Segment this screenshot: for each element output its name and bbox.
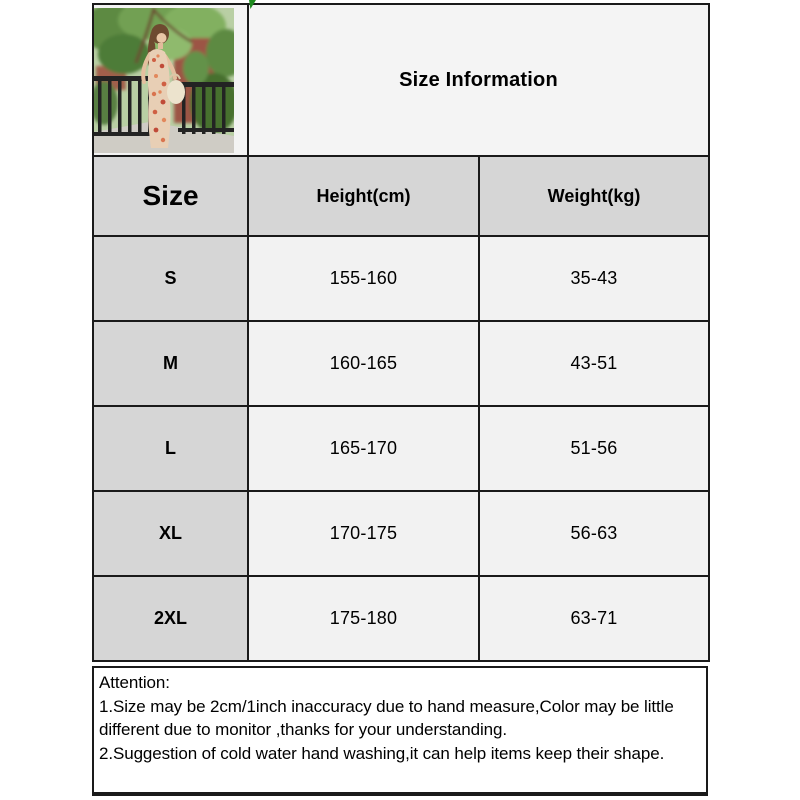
weight-value: 35-43 — [479, 236, 709, 321]
weight-value: 43-51 — [479, 321, 709, 406]
height-value: 175-180 — [248, 576, 479, 661]
attention-note-line: different due to monitor ,thanks for your understanding. — [99, 720, 508, 739]
product-photo — [94, 8, 234, 153]
product-photo-cell — [93, 4, 248, 156]
column-header-weight: Weight(kg) — [479, 156, 709, 236]
height-value: 155-160 — [248, 236, 479, 321]
column-header-height: Height(cm) — [248, 156, 479, 236]
table-row-s — [93, 236, 709, 321]
attention-title: Attention: — [99, 673, 170, 692]
table-row-l — [93, 406, 709, 491]
size-information-table — [92, 3, 710, 662]
weight-value: 56-63 — [479, 491, 709, 576]
attention-box — [92, 666, 708, 796]
table-row-m — [93, 321, 709, 406]
section-title-cell — [248, 4, 709, 156]
weight-value: 51-56 — [479, 406, 709, 491]
page-title: Size Information — [399, 68, 558, 91]
table-header-row — [93, 156, 709, 236]
attention-note-line: 1.Size may be 2cm/1inch inaccuracy due to hand measure,Color may be little — [99, 696, 674, 716]
height-value: 170-175 — [248, 491, 479, 576]
column-header-size: Size — [93, 156, 248, 236]
table-row-xl — [93, 491, 709, 576]
size-label: L — [93, 406, 248, 491]
attention-note-line: 2.Suggestion of cold water hand washing,it can help items keep their shape. — [99, 743, 665, 763]
table-row-2xl — [93, 576, 709, 661]
top-row — [93, 4, 709, 156]
size-label: M — [93, 321, 248, 406]
height-value: 165-170 — [248, 406, 479, 491]
size-label: 2XL — [93, 576, 248, 661]
height-value: 160-165 — [248, 321, 479, 406]
size-label: S — [93, 236, 248, 321]
size-label: XL — [93, 491, 248, 576]
weight-value: 63-71 — [479, 576, 709, 661]
